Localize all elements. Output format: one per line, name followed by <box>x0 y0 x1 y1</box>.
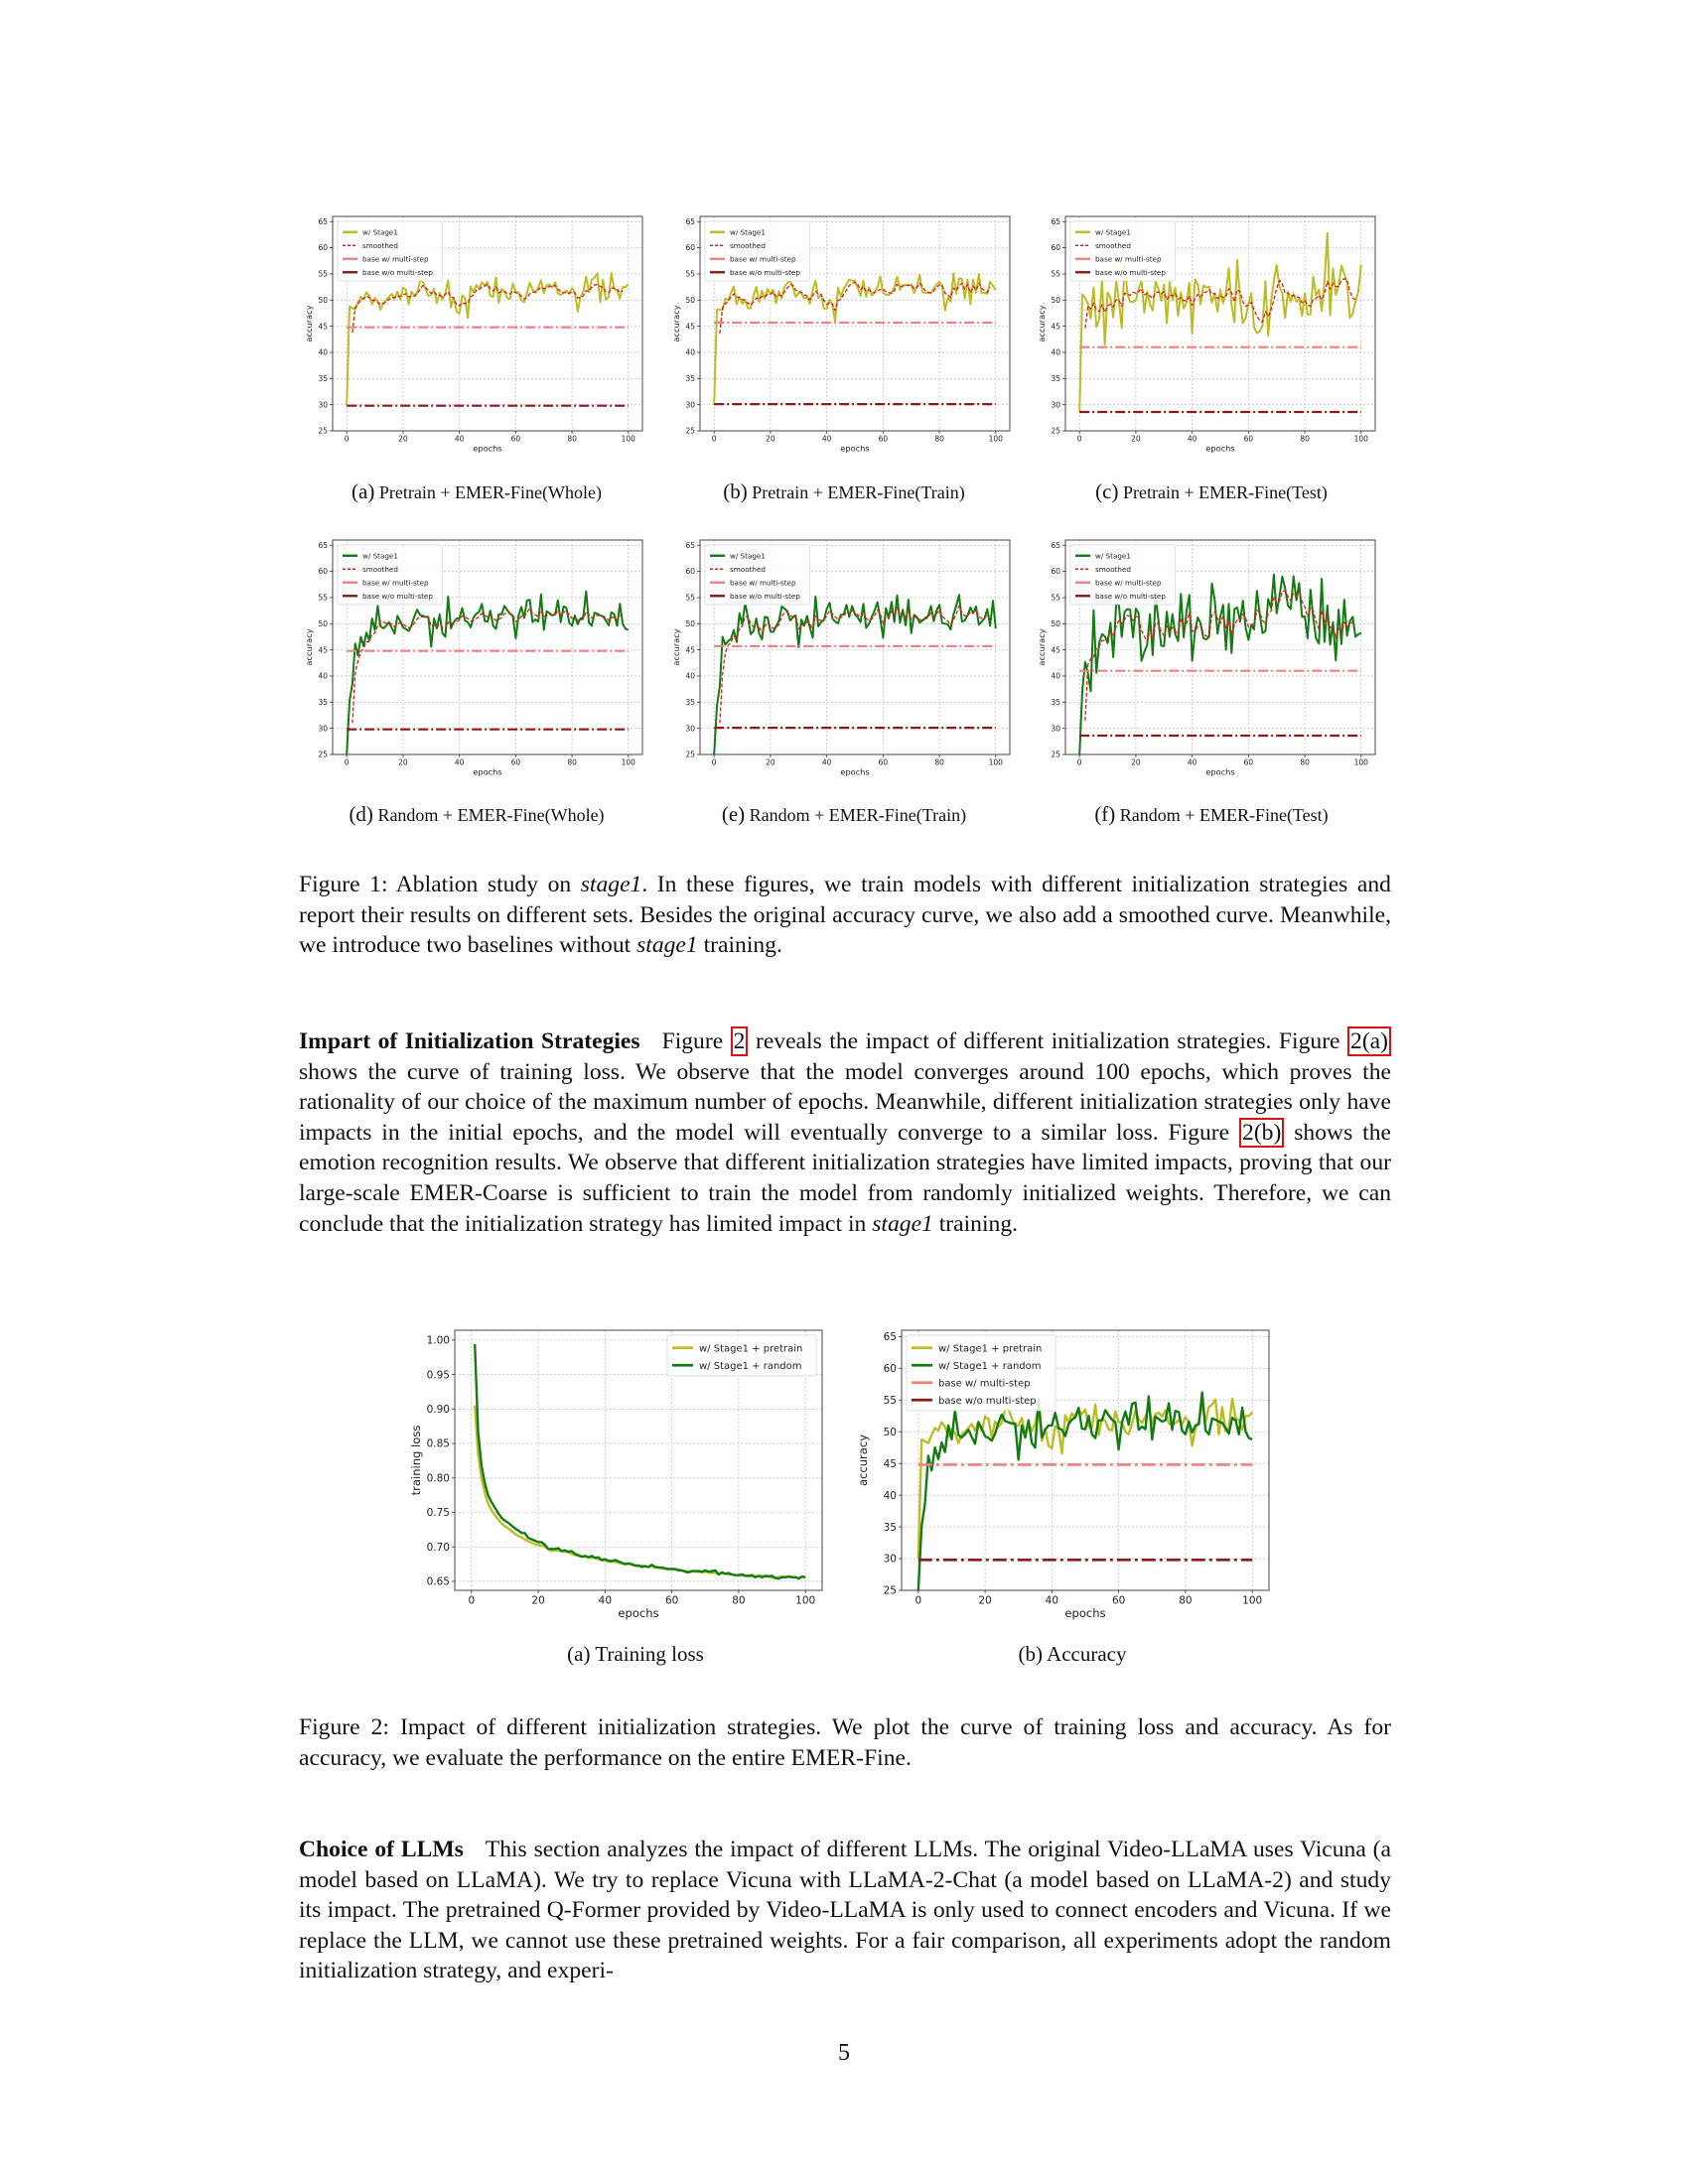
y-tick-label: 35 <box>1051 697 1060 707</box>
y-tick-label: 50 <box>883 1426 897 1438</box>
chart-fig2b-accuracy <box>854 1320 1281 1638</box>
x-tick-label: 100 <box>621 757 635 767</box>
legend-entry: base w/o multi-step <box>730 591 800 601</box>
y-tick-label: 40 <box>318 671 328 681</box>
y-tick-label: 55 <box>685 593 695 603</box>
series-line <box>475 1406 805 1578</box>
legend <box>338 221 442 281</box>
figure-2-caption <box>299 1712 1391 1773</box>
y-axis-label: accuracy <box>304 628 314 666</box>
x-tick-label: 100 <box>1242 1594 1263 1607</box>
legend <box>907 1335 1055 1411</box>
legend-entry: base w/ multi-step <box>362 254 429 264</box>
y-tick-label: 25 <box>318 426 328 436</box>
x-tick-label: 100 <box>795 1594 816 1607</box>
x-tick-label: 20 <box>531 1594 545 1607</box>
y-tick-label: 45 <box>318 645 328 655</box>
text-run: Figure <box>661 1028 731 1054</box>
x-tick-label: 80 <box>934 757 944 767</box>
legend <box>1070 221 1175 281</box>
y-tick-label: 50 <box>1051 295 1060 305</box>
x-tick-label: 40 <box>1045 1594 1059 1607</box>
y-axis-label: accuracy <box>1037 305 1047 342</box>
y-axis-label: accuracy <box>671 628 681 666</box>
legend-entry: smoothed <box>1095 240 1131 250</box>
y-tick-label: 45 <box>318 322 328 332</box>
y-tick-label: 60 <box>685 243 695 253</box>
legend-entry: base w/o multi-step <box>1095 267 1166 277</box>
y-tick-label: 65 <box>1051 540 1060 550</box>
x-tick-label: 80 <box>732 1594 746 1607</box>
x-tick-label: 80 <box>567 757 577 767</box>
subcaption-b <box>665 479 1023 504</box>
figure-2-caption-label: Figure 2: <box>299 1714 389 1740</box>
x-tick-label: 40 <box>1187 757 1197 767</box>
legend-entry: base w/ multi-step <box>1095 254 1162 264</box>
subcaption-d <box>298 802 655 827</box>
x-axis-label: epochs <box>840 766 870 777</box>
y-tick-label: 65 <box>685 540 695 550</box>
x-tick-label: 100 <box>988 757 1003 767</box>
series-line <box>714 273 996 404</box>
y-tick-label: 40 <box>318 347 328 357</box>
x-tick-label: 80 <box>1300 757 1310 767</box>
x-tick-label: 60 <box>1111 1594 1126 1607</box>
text-run: reveals the impact of different initialization strategies. Figure <box>748 1028 1348 1054</box>
x-axis-label: epochs <box>840 443 870 454</box>
text-run: . In these figures, we train models with different initialization strategies and report their results on different sets. Besides the original accuracy curve, we also add a smoothed curve. Meanwhile, we introduce two baselines without <box>299 872 1391 959</box>
y-tick-label: 30 <box>1051 400 1060 410</box>
subcaption-label: (f) <box>1094 802 1116 826</box>
subcaption-2a: (a) Training loss <box>567 1642 704 1666</box>
y-tick-label: 60 <box>1051 567 1060 577</box>
figure-2-caption-text: Impact of different initialization strategies. We plot the curve of training loss and accuracy. As for accuracy, we evaluate the performance on the entire EMER-Fine. <box>299 1714 1392 1771</box>
x-tick-label: 100 <box>621 434 635 444</box>
subcaption-f <box>1033 802 1390 827</box>
y-tick-label: 45 <box>1051 645 1060 655</box>
subcaption-label: (c) <box>1095 479 1119 503</box>
text-run: shows the emotion recognition results. We observe that different initialization strategies have limited impacts, proving that our large-scale EMER-Coarse is sufficient to train the model from randomly initialized weights. Therefore, we can conclude that the initialization strategy has limited impact in <box>299 1119 1391 1237</box>
y-tick-label: 60 <box>318 243 328 253</box>
y-tick-label: 25 <box>685 750 695 759</box>
x-tick-label: 0 <box>1076 757 1082 767</box>
y-tick-label: 60 <box>685 567 695 577</box>
y-tick-label: 35 <box>685 373 695 383</box>
y-tick-label: 30 <box>685 400 695 410</box>
y-tick-label: 35 <box>318 373 328 383</box>
x-tick-label: 20 <box>766 434 775 444</box>
x-tick-label: 20 <box>398 434 408 444</box>
y-tick-label: 35 <box>318 697 328 707</box>
paragraph-heading: Impart of Initialization Strategies <box>299 1028 640 1054</box>
x-tick-label: 80 <box>567 434 577 444</box>
figure-reference-link[interactable]: 2 <box>731 1026 749 1056</box>
x-tick-label: 40 <box>1187 434 1197 444</box>
chart-fig1c-pretrain-test <box>1036 210 1383 469</box>
y-tick-label: 1.00 <box>426 1334 450 1347</box>
subcaption-title: Pretrain + EMER-Fine(Test) <box>1122 482 1328 502</box>
x-tick-label: 40 <box>454 434 465 444</box>
x-axis-label: epochs <box>473 443 502 454</box>
y-tick-label: 55 <box>1051 269 1060 279</box>
figure-1-caption-label: Figure 1: <box>299 872 388 897</box>
legend-entry: base w/o multi-step <box>362 591 433 601</box>
text-run: shows the curve of training loss. We observe that the model converges around 100 epochs, which proves the rationality of our choice of the maximum number of epochs. Meanwhile, different initialization strategies only have impacts in the initial epochs, and the model will eventually converge to a similar loss. Figure <box>299 1058 1391 1146</box>
x-tick-label: 0 <box>711 757 717 767</box>
subcaption-label: (d) <box>349 802 373 826</box>
y-axis-label: accuracy <box>304 305 314 342</box>
italic-term: stage1 <box>580 872 642 897</box>
y-tick-label: 25 <box>883 1584 897 1597</box>
chart-fig2a-training-loss <box>407 1320 834 1638</box>
y-tick-label: 45 <box>1051 322 1060 332</box>
legend <box>705 221 809 281</box>
legend-entry: base w/ multi-step <box>730 578 796 588</box>
chart-fig1d-random-whole <box>303 534 650 792</box>
y-tick-label: 35 <box>883 1521 897 1534</box>
figure-reference-link[interactable]: 2(a) <box>1347 1026 1391 1056</box>
x-tick-label: 20 <box>1131 434 1141 444</box>
y-tick-label: 40 <box>1051 671 1060 681</box>
x-axis-label: epochs <box>1205 443 1235 454</box>
legend-entry: smoothed <box>730 240 766 250</box>
y-tick-label: 30 <box>883 1553 897 1566</box>
y-tick-label: 30 <box>685 724 695 734</box>
x-tick-label: 40 <box>454 757 465 767</box>
series-line <box>347 273 629 405</box>
x-tick-label: 60 <box>664 1594 679 1607</box>
y-tick-label: 0.85 <box>426 1437 450 1450</box>
y-tick-label: 25 <box>685 426 695 436</box>
legend-entry: base w/o multi-step <box>362 267 433 277</box>
legend-entry: w/ Stage1 + pretrain <box>699 1343 803 1355</box>
legend-entry: smoothed <box>1095 564 1131 574</box>
paragraph-initialization-strategies <box>299 1026 1391 1239</box>
figure-1-caption <box>299 870 1391 961</box>
y-tick-label: 25 <box>1051 426 1060 436</box>
legend-entry: base w/o multi-step <box>1095 591 1166 601</box>
subcaption-label: (b) <box>723 479 748 503</box>
y-tick-label: 0.65 <box>426 1575 450 1588</box>
text-run: Ablation study on <box>387 872 581 897</box>
legend-entry: smoothed <box>730 564 766 574</box>
text-run: training. <box>697 932 782 959</box>
y-tick-label: 60 <box>1051 243 1060 253</box>
legend-entry: smoothed <box>362 240 398 250</box>
legend-entry: base w/o multi-step <box>730 267 800 277</box>
y-tick-label: 0.80 <box>426 1472 450 1485</box>
legend-entry: w/ Stage1 <box>730 551 766 561</box>
x-tick-label: 0 <box>468 1594 476 1607</box>
subcaption-a <box>298 479 655 504</box>
plot-area <box>347 273 629 406</box>
y-axis-label: training loss <box>409 1425 423 1496</box>
x-tick-label: 40 <box>821 757 832 767</box>
x-tick-label: 60 <box>1243 434 1254 444</box>
subcaption-2b: (b) Accuracy <box>1018 1642 1127 1666</box>
subcaption-c <box>1033 479 1390 504</box>
y-tick-label: 65 <box>318 540 328 550</box>
x-tick-label: 60 <box>1243 757 1254 767</box>
y-axis-label: accuracy <box>856 1433 870 1487</box>
y-tick-label: 45 <box>883 1457 897 1470</box>
y-tick-label: 40 <box>685 347 695 357</box>
y-tick-label: 40 <box>685 671 695 681</box>
y-tick-label: 30 <box>1051 724 1060 734</box>
y-tick-label: 50 <box>685 618 695 628</box>
chart-fig1b-pretrain-train <box>670 210 1018 469</box>
y-tick-label: 35 <box>1051 373 1060 383</box>
x-tick-label: 0 <box>711 434 717 444</box>
series-line <box>352 285 623 334</box>
plot-area <box>714 595 996 754</box>
y-axis-label: accuracy <box>1037 628 1047 666</box>
y-tick-label: 45 <box>685 645 695 655</box>
x-axis-label: epochs <box>473 766 502 777</box>
legend-entry: w/ Stage1 <box>1095 551 1131 561</box>
series-line <box>720 282 990 334</box>
x-axis-label: epochs <box>1064 1606 1106 1621</box>
y-tick-label: 35 <box>685 697 695 707</box>
x-tick-label: 20 <box>398 757 408 767</box>
y-tick-label: 60 <box>883 1363 897 1376</box>
y-tick-label: 50 <box>685 295 695 305</box>
x-axis-label: epochs <box>1205 766 1235 777</box>
x-tick-label: 60 <box>878 434 889 444</box>
paragraph-choice-of-llms <box>299 1835 1391 1986</box>
italic-term: stage1 <box>872 1210 933 1237</box>
y-tick-label: 55 <box>318 269 328 279</box>
plot-area <box>475 1344 805 1578</box>
y-tick-label: 30 <box>318 724 328 734</box>
legend-entry: w/ Stage1 <box>362 551 398 561</box>
series-line <box>918 1399 1252 1559</box>
y-tick-label: 65 <box>1051 216 1060 226</box>
plot-area <box>714 273 996 404</box>
x-tick-label: 60 <box>510 757 521 767</box>
x-tick-label: 60 <box>510 434 521 444</box>
x-tick-label: 80 <box>1179 1594 1193 1607</box>
y-tick-label: 65 <box>883 1331 897 1344</box>
subcaption-title: Random + EMER-Fine(Train) <box>749 805 967 825</box>
y-tick-label: 60 <box>318 567 328 577</box>
y-tick-label: 50 <box>318 295 328 305</box>
figure-reference-link[interactable]: 2(b) <box>1239 1118 1284 1148</box>
x-tick-label: 100 <box>988 434 1003 444</box>
legend-entry: base w/o multi-step <box>938 1395 1037 1407</box>
legend <box>338 545 442 605</box>
y-tick-label: 55 <box>318 593 328 603</box>
legend-entry: base w/ multi-step <box>730 254 796 264</box>
subcaption-e <box>665 802 1023 827</box>
subcaption-title: Random + EMER-Fine(Whole) <box>377 805 605 825</box>
y-tick-label: 65 <box>685 216 695 226</box>
plot-area <box>347 592 629 754</box>
chart-fig1a-pretrain-whole <box>303 210 650 469</box>
legend-entry: w/ Stage1 <box>1095 227 1131 237</box>
subcaption-label: (a) <box>352 479 375 503</box>
page-number: 5 <box>838 2040 850 2066</box>
x-tick-label: 20 <box>1131 757 1141 767</box>
x-tick-label: 20 <box>766 757 775 767</box>
x-tick-label: 40 <box>598 1594 613 1607</box>
x-tick-label: 40 <box>821 434 832 444</box>
italic-term: stage1 <box>636 932 698 959</box>
legend <box>705 545 809 605</box>
x-tick-label: 80 <box>1300 434 1310 444</box>
legend-entry: w/ Stage1 + pretrain <box>938 1343 1043 1355</box>
legend-entry: w/ Stage1 <box>730 227 766 237</box>
y-tick-label: 55 <box>1051 593 1060 603</box>
legend-entry: w/ Stage1 + random <box>699 1360 802 1372</box>
x-axis-label: epochs <box>618 1606 659 1621</box>
y-tick-label: 50 <box>318 618 328 628</box>
subcaption-title: Pretrain + EMER-Fine(Train) <box>752 482 965 502</box>
legend <box>667 1335 816 1376</box>
legend-entry: base w/ multi-step <box>1095 578 1162 588</box>
y-tick-label: 55 <box>883 1394 897 1407</box>
paragraph-body: This section analyzes the impact of different LLMs. The original Video-LLaMA uses Vicuna (a model based on LLaMA). We try to replace Vicuna with LLaMA-2-Chat (a model based on LLaMA-2) and study its impact. The pretrained Q-Former provided by Video-LLaMA is only used to connect encoders and Vicuna. If we replace the LLM, we cannot use these pretrained weights. For a fair comparison, all experiments adopt the random initialization strategy, and experi- <box>299 1837 1391 1984</box>
legend <box>1070 545 1175 605</box>
series-line <box>352 609 620 723</box>
x-tick-label: 100 <box>1353 757 1368 767</box>
subcaption-title: Random + EMER-Fine(Test) <box>1119 805 1329 825</box>
y-tick-label: 45 <box>685 322 695 332</box>
x-tick-label: 20 <box>978 1594 992 1607</box>
chart-fig1f-random-test <box>1036 534 1383 792</box>
y-tick-label: 55 <box>685 269 695 279</box>
legend-entry: smoothed <box>362 564 398 574</box>
legend-entry: w/ Stage1 <box>362 227 398 237</box>
y-tick-label: 40 <box>883 1489 897 1502</box>
y-tick-label: 0.70 <box>426 1541 450 1554</box>
x-tick-label: 0 <box>1076 434 1082 444</box>
chart-fig1e-random-train <box>670 534 1018 792</box>
y-tick-label: 50 <box>1051 618 1060 628</box>
y-tick-label: 25 <box>318 750 328 759</box>
x-tick-label: 0 <box>344 434 350 444</box>
y-axis-label: accuracy <box>671 305 681 342</box>
y-tick-label: 0.90 <box>426 1403 450 1416</box>
x-tick-label: 0 <box>344 757 350 767</box>
y-tick-label: 0.95 <box>426 1369 450 1382</box>
figure-1-caption-text <box>299 872 1391 958</box>
legend-entry: w/ Stage1 + random <box>938 1360 1042 1372</box>
y-tick-label: 30 <box>318 400 328 410</box>
legend-entry: base w/ multi-step <box>362 578 429 588</box>
y-tick-label: 0.75 <box>426 1507 450 1520</box>
y-tick-label: 25 <box>1051 750 1060 759</box>
x-tick-label: 80 <box>934 434 944 444</box>
x-tick-label: 0 <box>914 1594 922 1607</box>
y-tick-label: 65 <box>318 216 328 226</box>
x-tick-label: 60 <box>878 757 889 767</box>
x-tick-label: 100 <box>1353 434 1368 444</box>
paragraph-body <box>299 1026 1391 1237</box>
subcaption-title: Pretrain + EMER-Fine(Whole) <box>378 482 602 502</box>
subcaption-label: (e) <box>721 802 746 826</box>
plot-area <box>918 1393 1252 1590</box>
text-run: training. <box>932 1210 1019 1237</box>
legend-entry: base w/ multi-step <box>938 1378 1031 1390</box>
y-tick-label: 40 <box>1051 347 1060 357</box>
series-line <box>475 1344 805 1578</box>
paragraph-heading: Choice of LLMs <box>299 1837 464 1862</box>
